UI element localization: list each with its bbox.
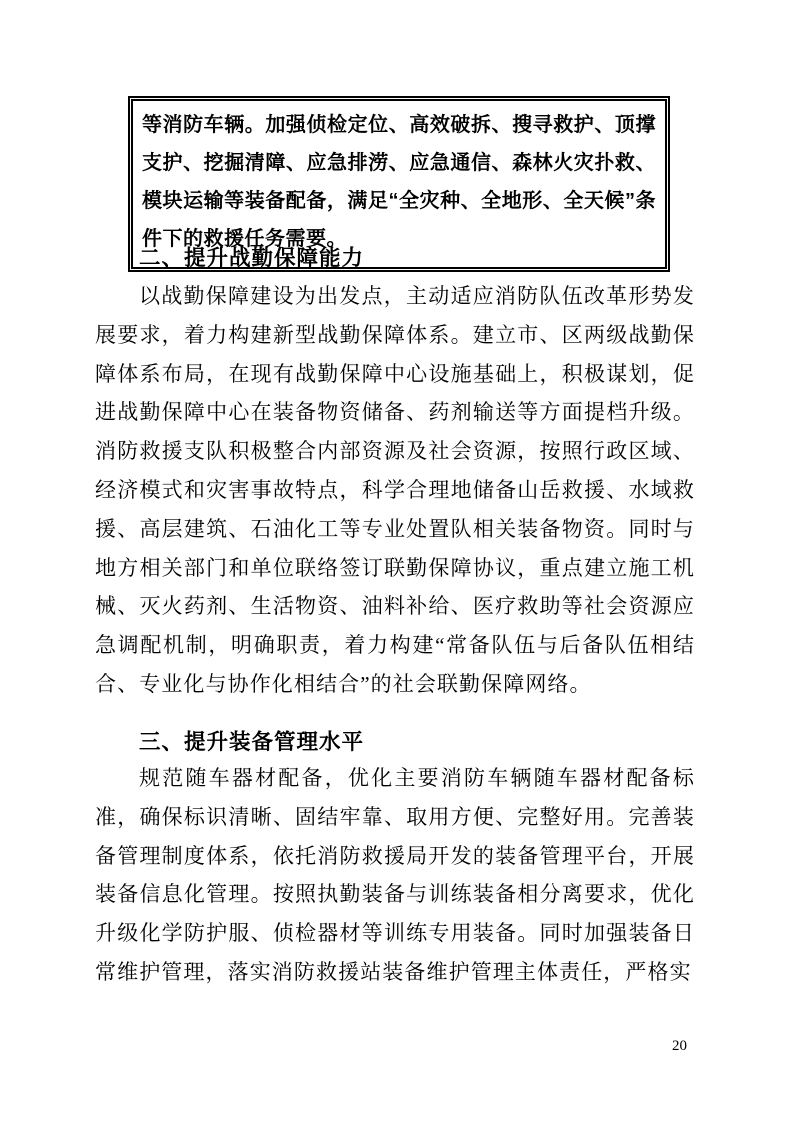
section-2-paragraph: 以战勤保障建设为出发点，主动适应消防队伍改革形势发展要求，着力构建新型战勤保障体系。建立市、区两级战勤保障体系布局，在现有战勤保障中心设施基础上，积极谋划，促进战勤保障中心在装备物资储备、药剂输送等方面提档升级。消防救援支队积极整合内部资源及社会资源，按照行政区域、经济模式和灾害事故特点，科学合理地储备山岳救援、水域救援、高层建筑、石油化工等专业处置队相关装备物资。同时与地方相关部门和单位联络签订联勤保障协议，重点建立施工机械、灭火药剂、生活物资、油料补给、医疗救助等社会资源应急调配机制，明确职责，着力构建“常备队伍与后备队伍相结合、专业化与协作化相结合”的社会联勤保障网络。: [95, 284, 695, 696]
section-3-paragraph: 规范随车器材配备，优化主要消防车辆随车器材配备标准，确保标识清晰、固结牢靠、取用方便、完整好用。完善装备管理制度体系，依托消防救援局开发的装备管理平台，开展装备信息化管理。按照执勤装备与训练装备相分离要求，优化升级化学防护服、侦检器材等训练专用装备。同时加强装备日常维护管理，落实消防救援站装备维护管理主体责任，严格实: [95, 766, 695, 984]
page-number: 20: [672, 1038, 687, 1054]
section-heading-3: 三、提升装备管理水平: [139, 730, 365, 754]
callout-box-text: 等消防车辆。加强侦检定位、高效破拆、搜寻救护、顶撑支护、挖掘清障、应急排涝、应急通信、森林火灾扑救、模块运输等装备配备，满足“全灾种、全地形、全天候”条件下的救援任务需要。: [142, 114, 656, 250]
section-heading-2: 二、提升战勤保障能力: [139, 246, 365, 270]
